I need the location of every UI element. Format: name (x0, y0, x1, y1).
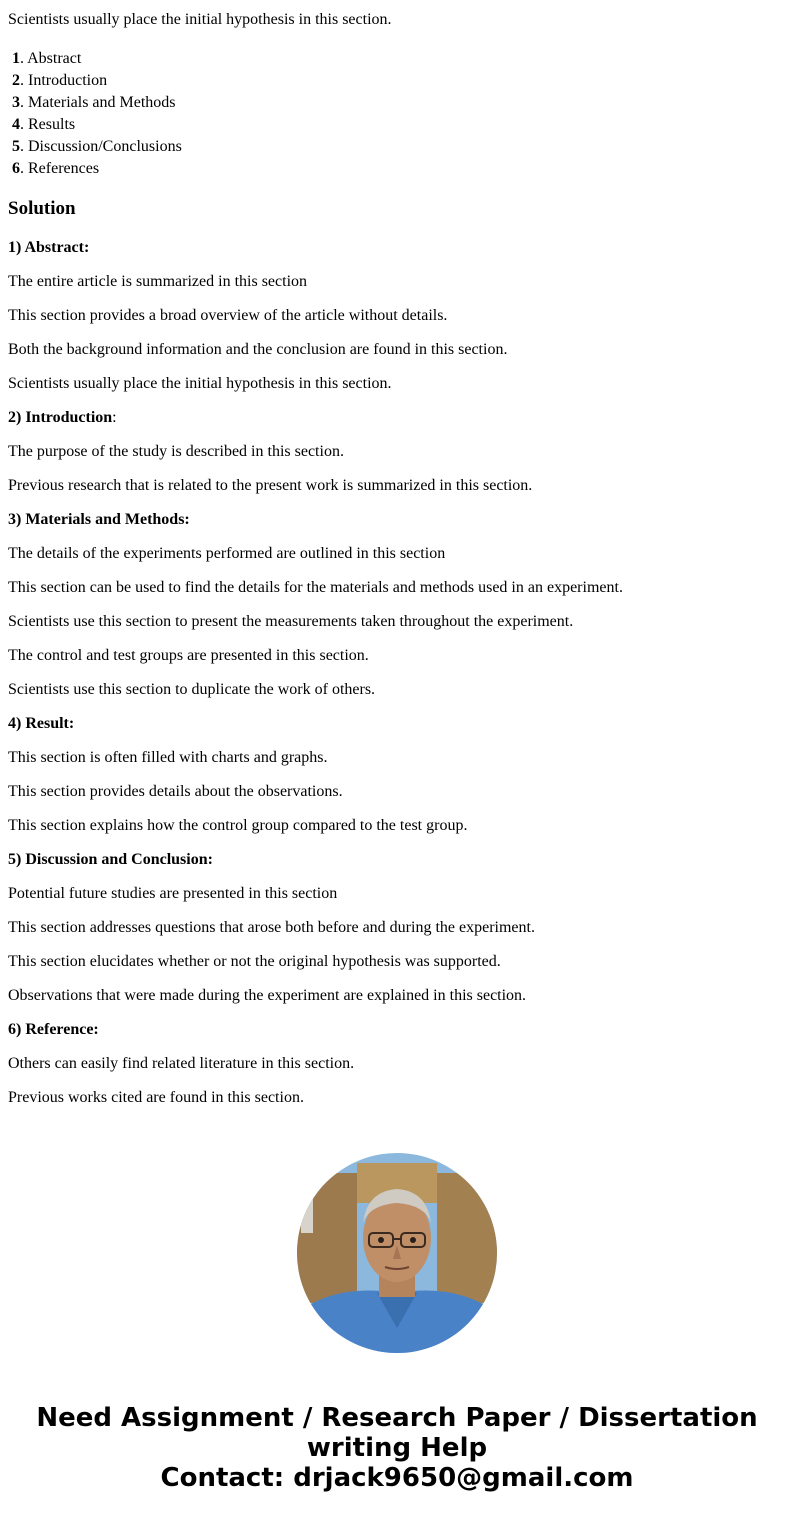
option-number: 3 (12, 94, 20, 111)
option-label: . Introduction (20, 72, 108, 89)
section-title-discussion: 5) Discussion and Conclusion: (8, 851, 213, 868)
promo-banner (0, 1403, 794, 1493)
avatar-portrait (297, 1153, 497, 1353)
author-avatar (297, 1153, 497, 1353)
option-number: 2 (12, 72, 20, 89)
option-label: . Discussion/Conclusions (20, 138, 182, 155)
methods-line: The control and test groups are presented in this section. (8, 647, 369, 664)
section-title-introduction (8, 409, 117, 427)
section-title-methods: 3) Materials and Methods: (8, 511, 190, 528)
abstract-line: Both the background information and the conclusion are found in this section. (8, 341, 508, 358)
abstract-line: The entire article is summarized in this section (8, 273, 308, 290)
methods-line: The details of the experiments performed are outlined in this section (8, 545, 446, 562)
discussion-line: Observations that were made during the experiment are explained in this section. (8, 987, 527, 1004)
introduction-title-colon: : (112, 409, 117, 426)
option-number: 6 (12, 160, 20, 177)
option-label: . Materials and Methods (20, 94, 176, 111)
option-number: 1 (12, 50, 20, 67)
promo-contact: Contact: drjack9650@gmail.com (160, 1463, 634, 1493)
option-label: . Results (20, 116, 76, 133)
option-item (12, 70, 182, 92)
result-line: This section explains how the control group compared to the test group. (8, 817, 468, 834)
option-number: 4 (12, 116, 20, 133)
option-item (12, 48, 182, 70)
result-line: This section provides details about the observations. (8, 783, 343, 800)
question-statement: Scientists usually place the initial hypothesis in this section. (8, 11, 392, 28)
abstract-line: This section provides a broad overview of the article without details. (8, 307, 448, 324)
section-title-reference: 6) Reference: (8, 1021, 99, 1038)
option-number: 5 (12, 138, 20, 155)
methods-line: Scientists use this section to present the measurements taken throughout the experiment. (8, 613, 574, 630)
reference-line: Others can easily find related literature in this section. (8, 1055, 355, 1072)
methods-line: This section can be used to find the details for the materials and methods used in an experiment. (8, 579, 623, 596)
solution-heading: Solution (8, 198, 76, 219)
introduction-title-text: 2) Introduction (8, 409, 113, 426)
introduction-line: The purpose of the study is described in this section. (8, 443, 344, 460)
introduction-line: Previous research that is related to the present work is summarized in this section. (8, 477, 533, 494)
option-label: . Abstract (20, 50, 82, 67)
answer-options-list (12, 48, 182, 180)
methods-line: Scientists use this section to duplicate the work of others. (8, 681, 376, 698)
discussion-line: This section addresses questions that arose both before and during the experiment. (8, 919, 535, 936)
discussion-line: This section elucidates whether or not the original hypothesis was supported. (8, 953, 501, 970)
result-line: This section is often filled with charts and graphs. (8, 749, 328, 766)
option-item (12, 158, 182, 180)
section-title-abstract: 1) Abstract: (8, 239, 90, 256)
option-label: . References (20, 160, 100, 177)
option-item (12, 136, 182, 158)
option-item (12, 92, 182, 114)
abstract-line: Scientists usually place the initial hypothesis in this section. (8, 375, 392, 392)
option-item (12, 114, 182, 136)
discussion-line: Potential future studies are presented in this section (8, 885, 338, 902)
section-title-result: 4) Result: (8, 715, 75, 732)
reference-line: Previous works cited are found in this section. (8, 1089, 304, 1106)
promo-line-1: Need Assignment / Research Paper / Dissertation (36, 1403, 758, 1433)
promo-line-2: writing Help (306, 1433, 488, 1463)
